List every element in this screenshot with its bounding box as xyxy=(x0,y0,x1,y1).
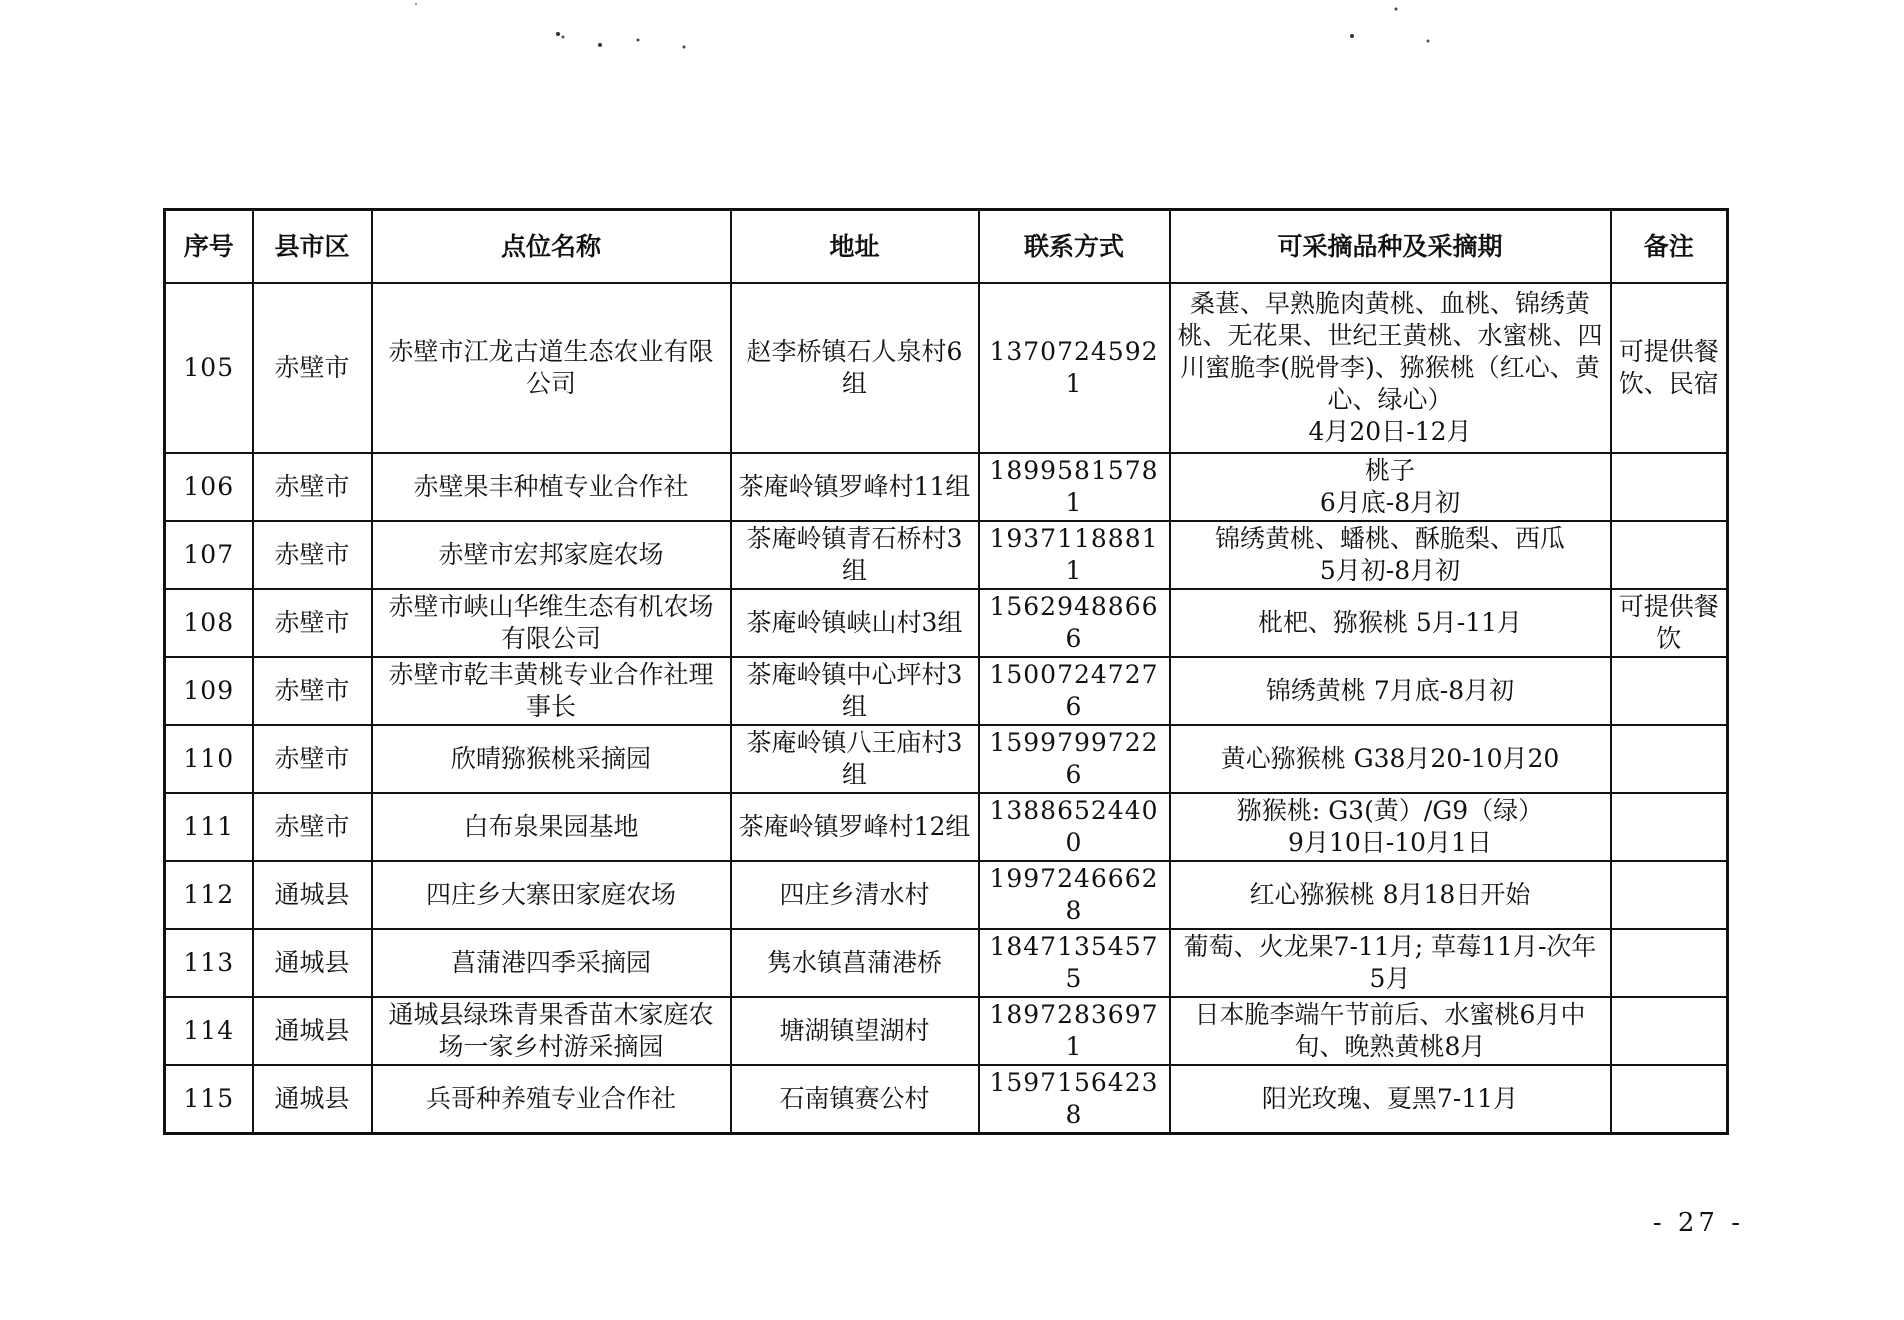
cell-serial: 113 xyxy=(165,929,253,997)
cell-site-name: 菖蒲港四季采摘园 xyxy=(372,929,731,997)
cell-note xyxy=(1611,453,1728,521)
cell-county: 通城县 xyxy=(253,997,372,1065)
cell-site-name: 通城县绿珠青果香苗木家庭农场一家乡村游采摘园 xyxy=(372,997,731,1065)
header-serial: 序号 xyxy=(165,210,253,284)
varieties-text: 黄心猕猴桃 G38月20-10月20 xyxy=(1220,744,1560,773)
table-row xyxy=(165,283,1728,453)
cell-site-name: 兵哥种养殖专业合作社 xyxy=(372,1065,731,1133)
picking-period: 6月底-8月初 xyxy=(1319,488,1461,517)
cell-varieties xyxy=(1170,1065,1611,1133)
cell-contact: 19371188811 xyxy=(979,521,1170,589)
cell-varieties xyxy=(1170,725,1611,793)
cell-serial: 105 xyxy=(165,283,253,453)
cell-varieties xyxy=(1170,453,1611,521)
table-row xyxy=(165,1065,1728,1133)
cell-contact: 18995815781 xyxy=(979,453,1170,521)
cell-note xyxy=(1611,521,1728,589)
table-row xyxy=(165,929,1728,997)
cell-note xyxy=(1611,657,1728,725)
cell-contact: 15007247276 xyxy=(979,657,1170,725)
cell-contact: 13886524400 xyxy=(979,793,1170,861)
cell-varieties xyxy=(1170,589,1611,657)
cell-contact: 19972466628 xyxy=(979,861,1170,929)
table-header-row xyxy=(165,210,1728,284)
cell-serial: 112 xyxy=(165,861,253,929)
table-row xyxy=(165,793,1728,861)
cell-contact: 15629488666 xyxy=(979,589,1170,657)
cell-note xyxy=(1611,929,1728,997)
cell-contact: 15971564238 xyxy=(979,1065,1170,1133)
cell-county: 赤壁市 xyxy=(253,589,372,657)
cell-note: 可提供餐饮、民宿 xyxy=(1611,283,1728,453)
cell-serial: 114 xyxy=(165,997,253,1065)
cell-county: 赤壁市 xyxy=(253,657,372,725)
cell-contact: 15997997226 xyxy=(979,725,1170,793)
cell-site-name: 赤壁市江龙古道生态农业有限公司 xyxy=(372,283,731,453)
cell-note xyxy=(1611,861,1728,929)
cell-site-name: 赤壁市峡山华维生态有机农场有限公司 xyxy=(372,589,731,657)
varieties-text: 枇杷、猕猴桃 5月-11月 xyxy=(1257,608,1523,637)
cell-note: 可提供餐饮 xyxy=(1611,589,1728,657)
cell-address: 茶庵岭镇八王庙村3组 xyxy=(731,725,979,793)
cell-contact: 18471354575 xyxy=(979,929,1170,997)
cell-address: 茶庵岭镇峡山村3组 xyxy=(731,589,979,657)
cell-varieties xyxy=(1170,521,1611,589)
header-site-name: 点位名称 xyxy=(372,210,731,284)
table-row xyxy=(165,861,1728,929)
cell-site-name: 赤壁市乾丰黄桃专业合作社理事长 xyxy=(372,657,731,725)
table-row xyxy=(165,997,1728,1065)
varieties-text: 桃子 xyxy=(1364,456,1415,485)
varieties-text: 桑葚、早熟脆肉黄桃、血桃、锦绣黄桃、无花果、世纪王黄桃、水蜜桃、四川蜜脆李(脱骨李)、猕猴桃（红心、黄心、绿心） xyxy=(1177,289,1603,414)
varieties-text: 阳光玫瑰、夏黑7-11月 xyxy=(1261,1083,1519,1113)
cell-county: 赤壁市 xyxy=(253,283,372,453)
cell-varieties xyxy=(1170,657,1611,725)
varieties-text: 猕猴桃: G3(黄）/G9（绿） xyxy=(1236,796,1544,825)
cell-serial: 109 xyxy=(165,657,253,725)
cell-serial: 115 xyxy=(165,1065,253,1133)
cell-site-name: 四庄乡大寨田家庭农场 xyxy=(372,861,731,929)
cell-site-name: 欣晴猕猴桃采摘园 xyxy=(372,725,731,793)
cell-address: 茶庵岭镇罗峰村11组 xyxy=(731,453,979,521)
cell-serial: 110 xyxy=(165,725,253,793)
header-county: 县市区 xyxy=(253,210,372,284)
cell-note xyxy=(1611,997,1728,1065)
cell-address: 茶庵岭镇中心坪村3组 xyxy=(731,657,979,725)
cell-site-name: 白布泉果园基地 xyxy=(372,793,731,861)
cell-contact: 13707245921 xyxy=(979,283,1170,453)
cell-county: 赤壁市 xyxy=(253,521,372,589)
varieties-text: 锦绣黄桃 7月底-8月初 xyxy=(1265,676,1515,705)
varieties-text: 日本脆李端午节前后、水蜜桃6月中旬、晚熟黄桃8月 xyxy=(1194,1000,1586,1061)
picking-period: 5月初-8月初 xyxy=(1319,556,1461,585)
cell-serial: 108 xyxy=(165,589,253,657)
cell-serial: 107 xyxy=(165,521,253,589)
header-varieties: 可采摘品种及采摘期 xyxy=(1170,210,1611,284)
header-contact: 联系方式 xyxy=(979,210,1170,284)
table-row xyxy=(165,453,1728,521)
cell-varieties xyxy=(1170,793,1611,861)
picking-sites-table xyxy=(163,208,1729,1135)
header-note: 备注 xyxy=(1611,210,1728,284)
cell-county: 通城县 xyxy=(253,929,372,997)
header-address: 地址 xyxy=(731,210,979,284)
cell-site-name: 赤壁果丰种植专业合作社 xyxy=(372,453,731,521)
cell-varieties xyxy=(1170,283,1611,453)
picking-period: 9月10日-10月1日 xyxy=(1288,828,1492,857)
cell-address: 茶庵岭镇罗峰村12组 xyxy=(731,793,979,861)
cell-varieties xyxy=(1170,929,1611,997)
cell-county: 赤壁市 xyxy=(253,453,372,521)
cell-county: 通城县 xyxy=(253,861,372,929)
cell-serial: 111 xyxy=(165,793,253,861)
cell-note xyxy=(1611,725,1728,793)
table-row xyxy=(165,725,1728,793)
cell-varieties xyxy=(1170,861,1611,929)
page-number: - 27 - xyxy=(1652,1208,1744,1238)
varieties-text: 红心猕猴桃 8月18日开始 xyxy=(1249,880,1531,909)
cell-address: 四庄乡清水村 xyxy=(731,861,979,929)
cell-county: 赤壁市 xyxy=(253,725,372,793)
cell-address: 石南镇赛公村 xyxy=(731,1065,979,1133)
varieties-text: 葡萄、火龙果7-11月; 草莓11月-次年5月 xyxy=(1183,932,1597,993)
table-row xyxy=(165,589,1728,657)
cell-address: 茶庵岭镇青石桥村3组 xyxy=(731,521,979,589)
table-row xyxy=(165,521,1728,589)
cell-site-name: 赤壁市宏邦家庭农场 xyxy=(372,521,731,589)
cell-county: 通城县 xyxy=(253,1065,372,1133)
cell-serial: 106 xyxy=(165,453,253,521)
varieties-text: 锦绣黄桃、蟠桃、酥脆梨、西瓜 xyxy=(1214,524,1565,553)
scan-specks xyxy=(0,0,1904,80)
picking-period: 4月20日-12月 xyxy=(1308,417,1472,446)
cell-note xyxy=(1611,793,1728,861)
cell-address: 赵李桥镇石人泉村6组 xyxy=(731,283,979,453)
cell-address: 隽水镇菖蒲港桥 xyxy=(731,929,979,997)
table-row xyxy=(165,657,1728,725)
cell-address: 塘湖镇望湖村 xyxy=(731,997,979,1065)
cell-varieties xyxy=(1170,997,1611,1065)
cell-contact: 18972836971 xyxy=(979,997,1170,1065)
cell-county: 赤壁市 xyxy=(253,793,372,861)
cell-note xyxy=(1611,1065,1728,1133)
